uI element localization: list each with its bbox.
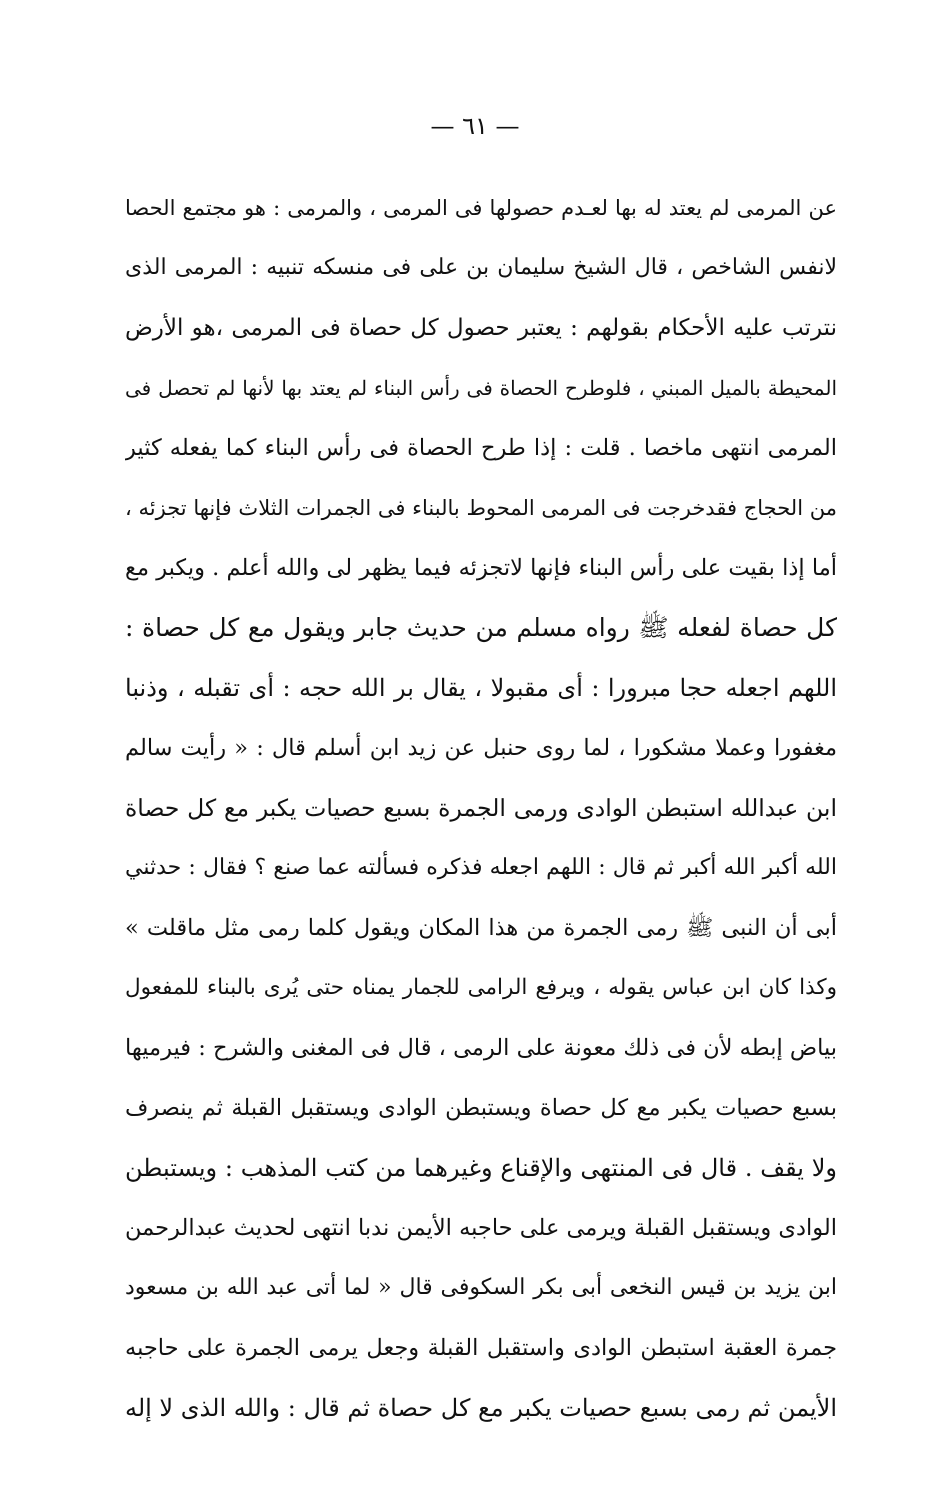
text-line: أما إذا بقيت على رأس البناء فإنها لاتجزئه فيما يظهر لى والله أعلم . ويكبر مع xyxy=(125,555,837,581)
text-line: ابن يزيد بن قيس النخعى أبى بكر السكوفى قال « لما أتى عبد الله بن مسعود xyxy=(125,1275,837,1300)
text-line: ابن عبدالله استبطن الوادى ورمى الجمرة بسبع حصيات يكبر مع كل حصاة xyxy=(125,794,837,822)
text-line: نترتب عليه الأحكام بقولهم : يعتبر حصول كل حصاة فى المرمى ،هو الأرض xyxy=(125,315,837,341)
text-line: بياض إبطه لأن فى ذلك معونة على الرمى ، قال فى المغنى والشرح : فيرميها xyxy=(125,1035,837,1061)
text-line: مغفورا وعملا مشكورا ، لما روى حنبل عن زيد ابن أسلم قال : « رأيت سالم xyxy=(125,735,837,761)
text-line: اللهم اجعله حجا مبرورا : أى مقبولا ، يقال بر الله حجه : أى تقبله ، وذنبا xyxy=(125,674,837,702)
page-number: — ٦١ — xyxy=(430,112,520,140)
text-line: الأيمن ثم رمى بسبع حصيات يكبر مع كل حصاة ثم قال : والله الذى لا إله xyxy=(125,1394,837,1422)
text-line: عن المرمى لم يعتد له بها لعـدم حصولها فى المرمى ، والمرمى : هو مجتمع الحصا xyxy=(125,196,837,220)
text-line: لانفس الشاخص ، قال الشيخ سليمان بن على فى منسكه تنبيه : المرمى الذى xyxy=(125,255,837,280)
text-line: وكذا كان ابن عباس يقوله ، ويرفع الرامى للجمار يمناه حتى يُرى بالبناء للمفعول xyxy=(125,975,837,1000)
text-line: بسبع حصيات يكبر مع كل حصاة ويستبطن الوادى ويستقبل القبلة ثم ينصرف xyxy=(125,1095,837,1121)
text-line: المحيطة بالميل المبني ، فلوطرح الحصاة فى رأس البناء لم يعتد بها لأنها لم تحصل فى xyxy=(125,376,837,400)
text-line: جمرة العقبة استبطن الوادى واستقبل القبلة وجعل يرمى الجمرة على حاجبه xyxy=(125,1335,837,1361)
text-line: الوادى ويستقبل القبلة ويرمى على حاجبه الأيمن ندبا انتهى لحديث عبدالرحمن xyxy=(125,1215,837,1241)
text-line: المرمى انتهى ماخصا . قلت : إذا طرح الحصاة فى رأس البناء كما يفعله كثير xyxy=(125,435,837,461)
text-line: الله أكبر الله أكبر ثم قال : اللهم اجعله فذكره فسألته عما صنع ؟ فقال : حدثني xyxy=(125,855,837,880)
body-text xyxy=(125,178,837,1438)
text-line: ولا يقف . قال فى المنتهى والإقناع وغيرهما من كتب المذهب : ويستبطن xyxy=(125,1154,837,1182)
text-line: كل حصاة لفعله ﷺ رواه مسلم من حديث جابر ويقول مع كل حصاة : xyxy=(125,613,837,642)
text-line: أبى أن النبى ﷺ رمى الجمرة من هذا المكان ويقول كلما رمى مثل ماقلت » xyxy=(125,915,837,941)
text-line: من الحجاج فقدخرجت فى المرمى المحوط بالبناء فى الجمرات الثلاث فإنها تجزئه ، xyxy=(125,496,837,520)
